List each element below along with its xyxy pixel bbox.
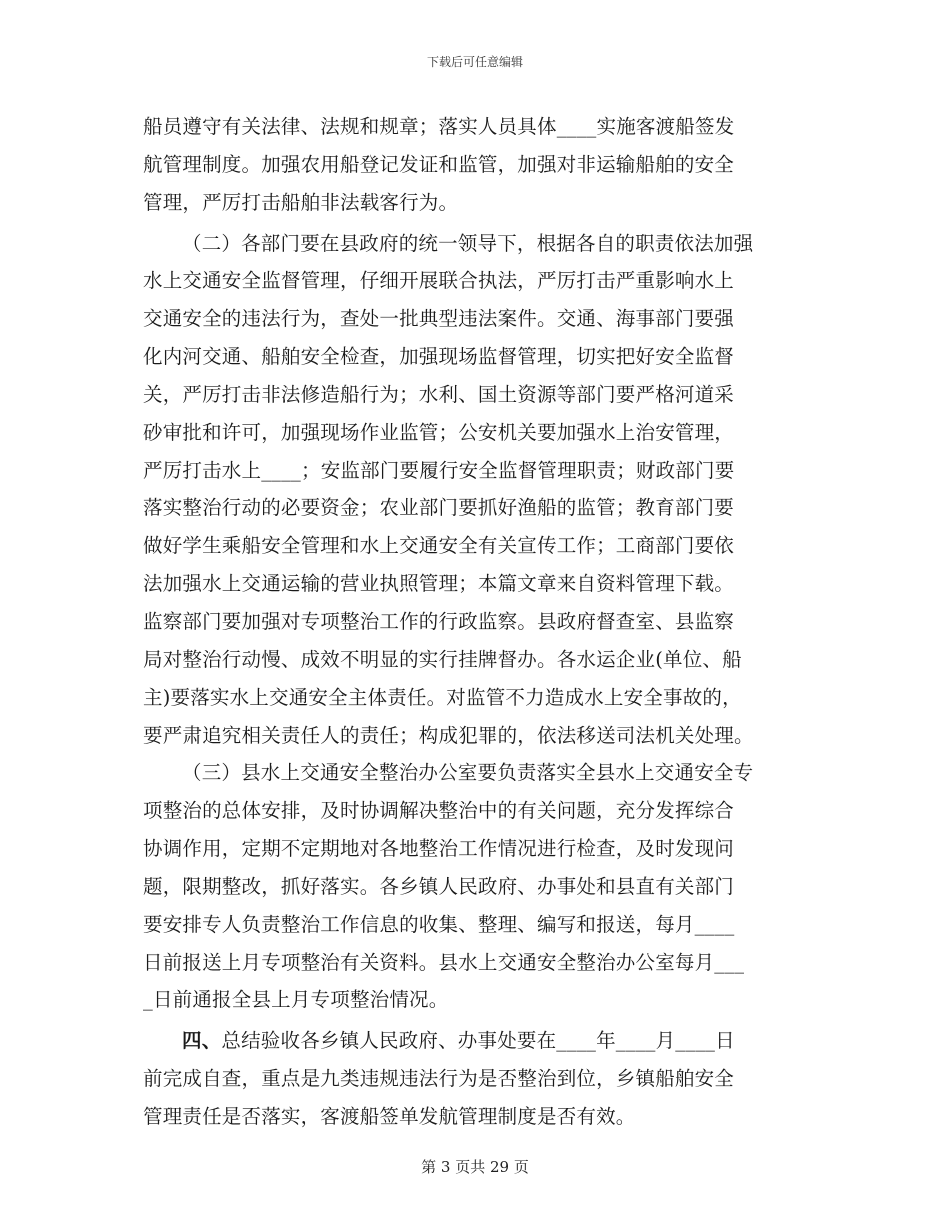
- text-line: 法加强水上交通运输的营业执照管理；本篇文章来自资料管理下载。: [143, 572, 735, 596]
- text-line: 化内河交通、船舶安全检查，加强现场监督管理，切实把好安全监督: [143, 345, 735, 369]
- page-footer: 第 3 页共 29 页: [421, 1158, 529, 1176]
- text-line: [143, 1022, 807, 1060]
- text-line: 局对整治行动慢、成效不明显的实行挂牌督办。各水运企业(单位、船: [143, 647, 742, 671]
- text-line: 水上交通安全监督管理，仔细开展联合执法，严厉打击严重影响水上: [143, 269, 735, 293]
- document-body: [143, 108, 807, 1136]
- text-line: 落实整治行动的必要资金；农业部门要抓好渔船的监管；教育部门要: [143, 496, 735, 520]
- text-line: 协调作用，定期不定期地对各地整治工作情况进行检查，及时发现问: [143, 837, 735, 861]
- paragraph-2: [143, 225, 807, 755]
- text-line: 主)要落实水上交通安全主体责任。对监管不力造成水上安全事故的，: [143, 685, 742, 709]
- text-line: 前完成自查，重点是九类违规违法行为是否整治到位，乡镇船舶安全: [143, 1067, 735, 1091]
- heading-text: 总结验收各乡镇人民政府、办事处要在____年____月____日: [221, 1029, 735, 1053]
- text-line: （三）县水上交通安全整治办公室要负责落实全县水上交通安全专: [182, 761, 754, 785]
- text-line: 关，严厉打击非法修造船行为；水利、国土资源等部门要严格河道采: [143, 382, 735, 406]
- section-heading: 四、: [182, 1029, 222, 1053]
- text-line: 管理，严厉打击船舶非法载客行为。: [143, 190, 459, 214]
- text-line: 航管理制度。加强农用船登记发证和监管，加强对非运输船舶的安全: [143, 152, 735, 176]
- text-line: 船员遵守有关法律、法规和规章；落实人员具体____实施客渡船签发: [143, 115, 735, 138]
- text-line: 严厉打击水上____；安监部门要履行安全监督管理职责；财政部门要: [143, 458, 735, 482]
- text-line: 监察部门要加强对专项整治工作的行政监察。县政府督查室、县监察: [143, 609, 735, 633]
- text-line: 日前报送上月专项整治有关资料。县水上交通安全整治办公室每月___: [143, 950, 745, 974]
- text-line: （二）各部门要在县政府的统一领导下，根据各自的职责依法加强: [182, 231, 754, 255]
- text-line: 要安排专人负责整治工作信息的收集、整理、编写和报送，每月____: [143, 912, 735, 936]
- paragraph-3: [143, 754, 807, 1019]
- text-line: _日前通报全县上月专项整治情况。: [143, 988, 449, 1012]
- text-line: 项整治的总体安排，及时协调解决整治中的有关问题，充分发挥综合: [143, 799, 735, 823]
- text-line: 做好学生乘船安全管理和水上交通安全有关宣传工作；工商部门要依: [143, 534, 735, 558]
- text-line: 砂审批和许可，加强现场作业监管；公安机关要加强水上治安管理，: [143, 420, 735, 444]
- page-header: 下载后可任意编辑: [426, 55, 523, 69]
- text-line: 要严肃追究相关责任人的责任；构成犯罪的，依法移送司法机关处理。: [143, 723, 754, 747]
- paragraph-4: [143, 1022, 807, 1136]
- text-line: 交通安全的违法行为，查处一批典型违法案件。交通、海事部门要强: [143, 307, 735, 331]
- text-line: 题，限期整改，抓好落实。各乡镇人民政府、办事处和县直有关部门: [143, 874, 735, 898]
- paragraph-1: [143, 108, 807, 222]
- text-line: 管理责任是否落实，客渡船签单发航管理制度是否有效。: [143, 1104, 636, 1128]
